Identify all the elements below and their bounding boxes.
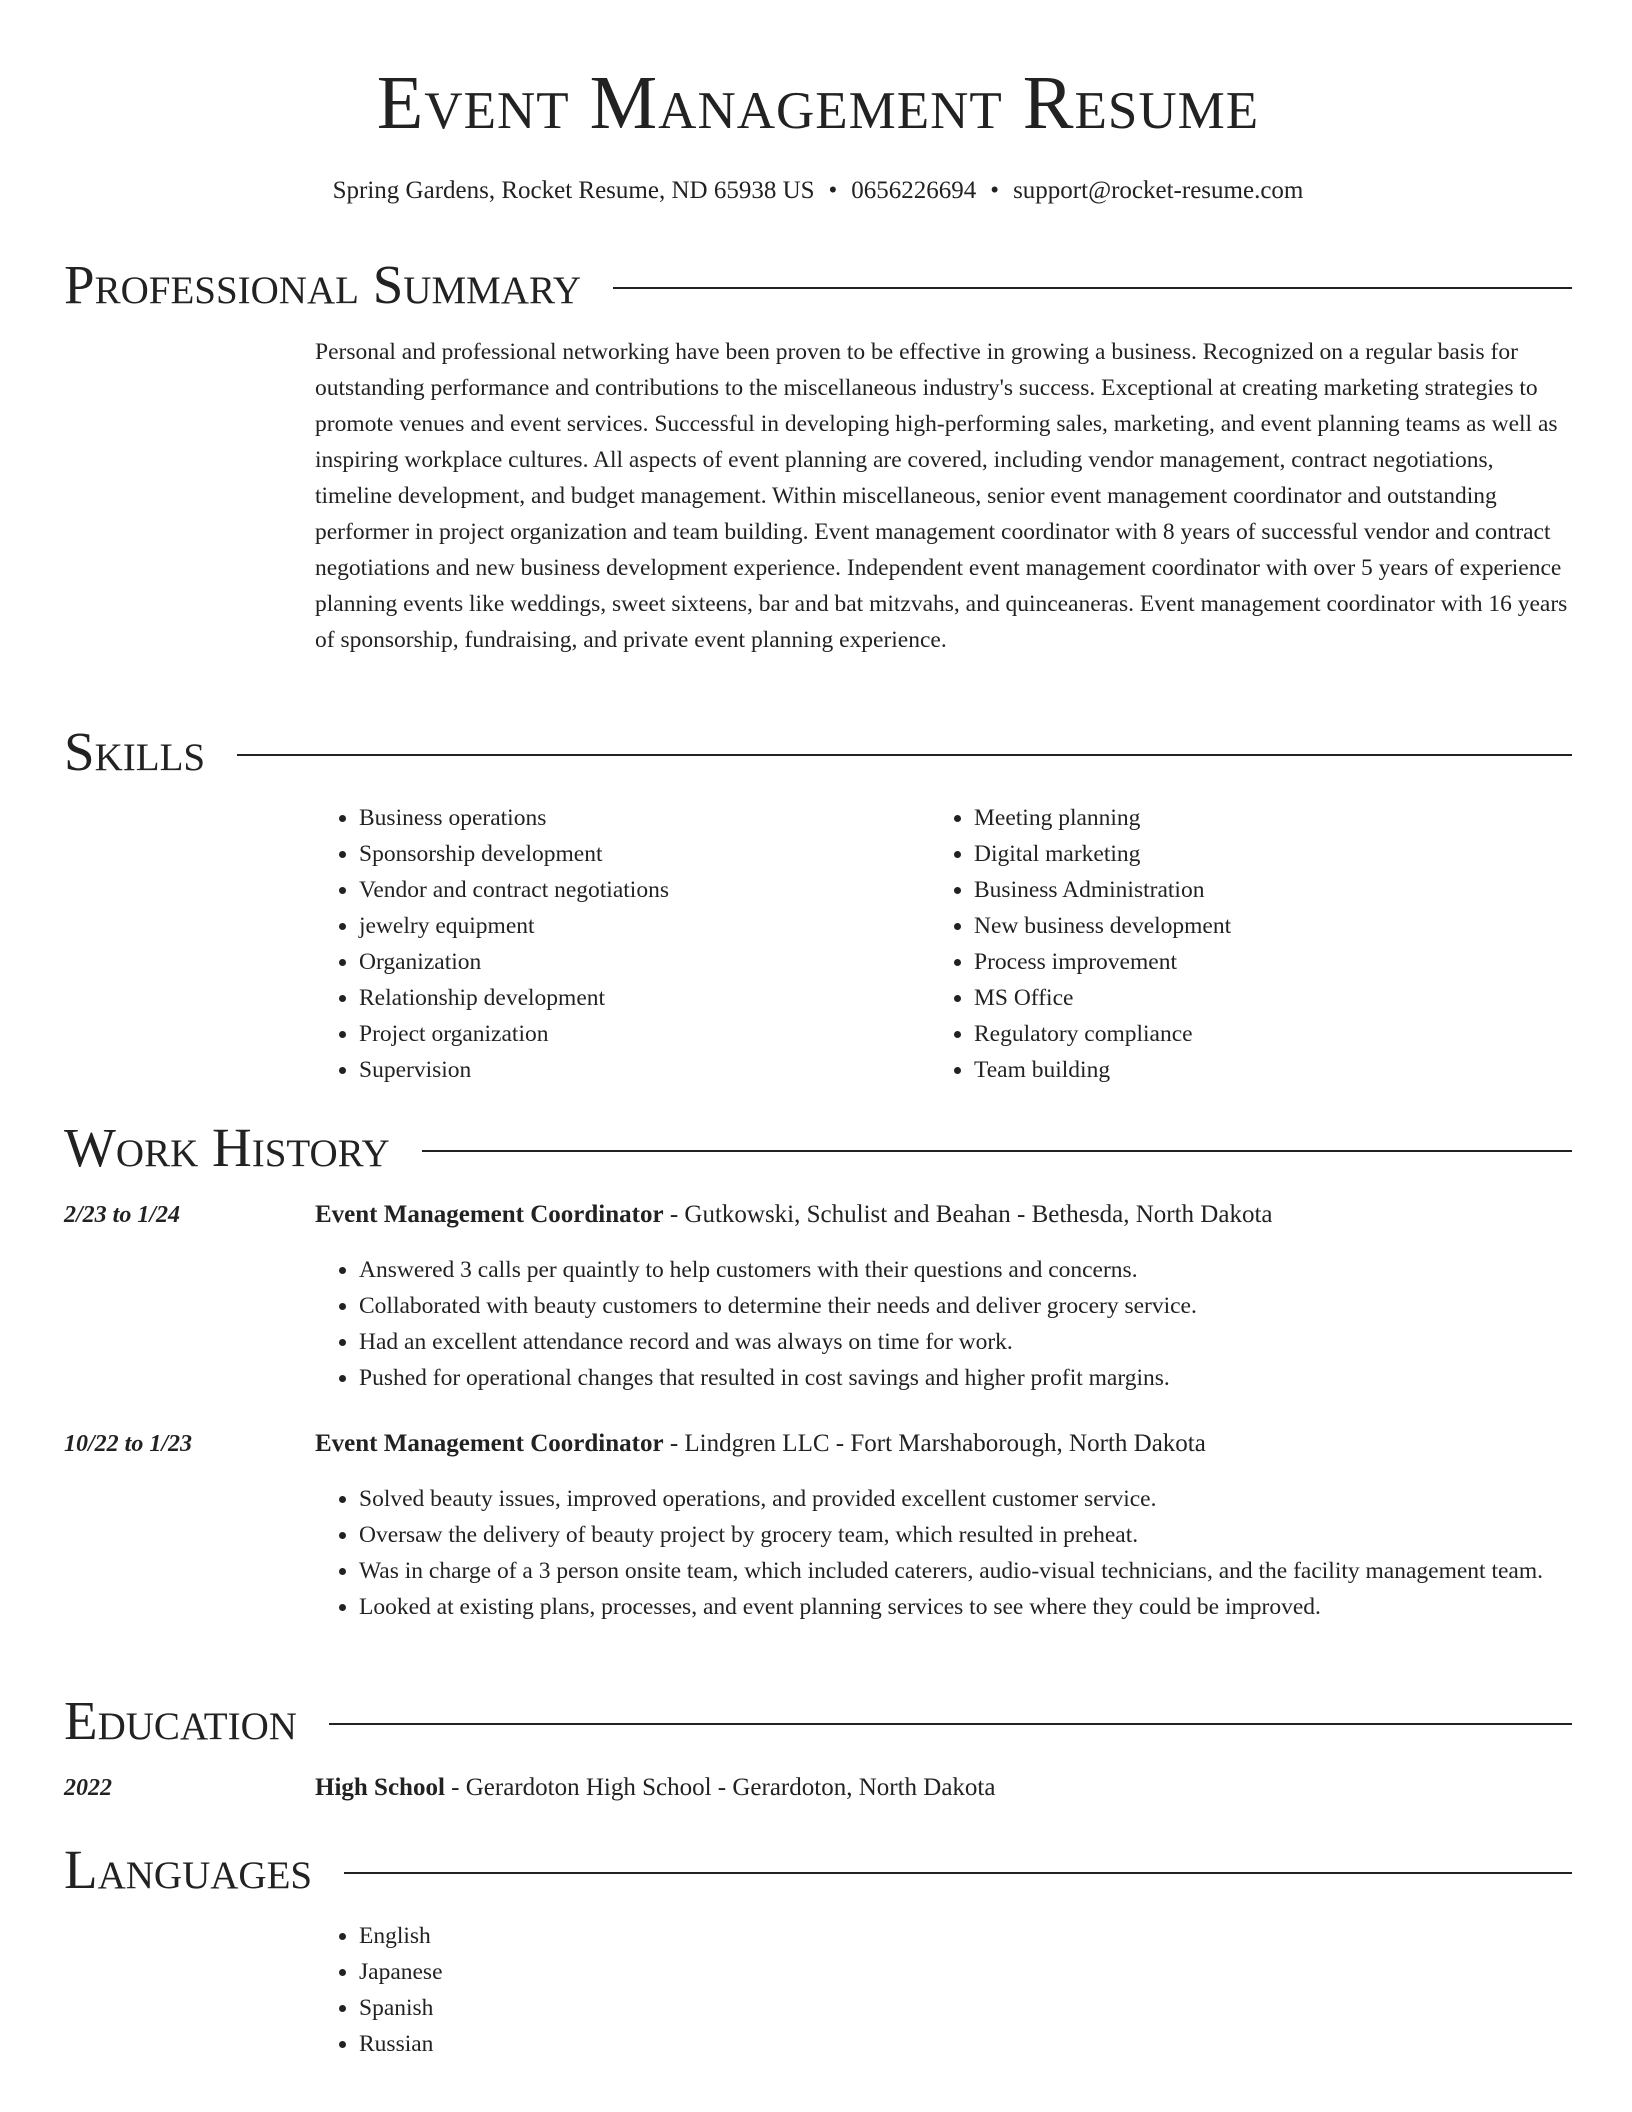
education-title: Education (64, 1690, 297, 1751)
job-bullet: • Answered 3 calls per quaintly to help customers with their questions and concerns. (359, 1252, 1572, 1288)
skill-item: • Team building (974, 1052, 1530, 1088)
job-dates: 10/22 to 1/23 (64, 1431, 193, 1457)
education-degree: High School (315, 1774, 445, 1801)
language-item: • English (359, 1918, 1572, 1954)
job-bullets (315, 1481, 1572, 1625)
section-divider (344, 1872, 1572, 1874)
skill-item: • Relationship development (359, 980, 915, 1016)
resume-name: Event Management Resume (376, 61, 1260, 145)
section-divider (422, 1150, 1572, 1152)
skill-item: • Supervision (359, 1052, 915, 1088)
languages-section-header (64, 1840, 1572, 1900)
skill-item: • jewelry equipment (359, 908, 915, 944)
job-bullet-list (315, 1481, 1572, 1625)
education-line (315, 1770, 1572, 1806)
job-bullet: • Looked at existing plans, processes, and event planning services to see where they could be improved. (359, 1589, 1572, 1625)
language-item: • Spanish (359, 1990, 1572, 2026)
job-bullet: • Oversaw the delivery of beauty project by grocery team, which resulted in preheat. (359, 1517, 1572, 1553)
work-section-header (64, 1118, 1572, 1178)
job-bullet: • Had an excellent attendance record and was always on time for work. (359, 1324, 1572, 1360)
skill-item: • Organization (359, 944, 915, 980)
skill-item: • Digital marketing (974, 836, 1530, 872)
skills-title: Skills (64, 721, 206, 782)
summary-title: Professional Summary (64, 254, 582, 315)
languages-title: Languages (64, 1839, 313, 1900)
job-title-line (315, 1426, 1572, 1462)
job-role: Event Management Coordinator (315, 1201, 664, 1228)
education-section-header (64, 1691, 1572, 1751)
job-dates: 2/23 to 1/24 (64, 1202, 181, 1228)
contact-separator: • (828, 177, 838, 204)
skill-item: • Business operations (359, 800, 915, 836)
work-title: Work History (64, 1117, 390, 1178)
skill-item: • Vendor and contract negotiations (359, 872, 915, 908)
section-divider (613, 287, 1572, 289)
job-details: - Lindgren LLC - Fort Marshaborough, North Dakota (663, 1430, 1206, 1457)
job-role: Event Management Coordinator (315, 1430, 664, 1457)
job-bullet: • Collaborated with beauty customers to determine their needs and deliver grocery service. (359, 1288, 1572, 1324)
skills-left-column (315, 800, 915, 1088)
contact-separator: • (990, 177, 1000, 204)
language-item: • Russian (359, 2026, 1572, 2062)
languages-list-wrap (315, 1918, 1572, 2062)
skill-item: • Business Administration (974, 872, 1530, 908)
languages-list (315, 1918, 1572, 2062)
skill-item: • Regulatory compliance (974, 1016, 1530, 1052)
skill-item: • Project organization (359, 1016, 915, 1052)
job-bullet-list (315, 1252, 1572, 1396)
skills-section-header (64, 722, 1572, 782)
skill-item: • New business development (974, 908, 1530, 944)
job-bullets (315, 1252, 1572, 1396)
job-title-line (315, 1197, 1572, 1233)
skill-item: • MS Office (974, 980, 1530, 1016)
skill-item: • Process improvement (974, 944, 1530, 980)
job-bullet: • Was in charge of a 3 person onsite team, which included caterers, audio-visual technicians, and the facility management team. (359, 1553, 1572, 1589)
skills-left-list (315, 800, 915, 1088)
language-item: • Japanese (359, 1954, 1572, 1990)
job-bullet: • Solved beauty issues, improved operations, and provided excellent customer service. (359, 1481, 1572, 1517)
section-divider (237, 754, 1572, 756)
education-details: - Gerardoton High School - Gerardoton, North Dakota (444, 1774, 996, 1801)
summary-section-header (64, 255, 1572, 315)
skills-right-list (930, 800, 1530, 1088)
skills-right-column (930, 800, 1530, 1088)
section-divider (329, 1723, 1572, 1725)
skill-item: • Meeting planning (974, 800, 1530, 836)
education-year: 2022 (64, 1775, 112, 1801)
job-bullet: • Pushed for operational changes that resulted in cost savings and higher profit margins. (359, 1360, 1572, 1396)
contact-line (64, 176, 1572, 206)
skill-item: • Sponsorship development (359, 836, 915, 872)
job-details: - Gutkowski, Schulist and Beahan - Bethesda, North Dakota (663, 1201, 1273, 1228)
contact-phone: 0656226694 (851, 177, 977, 204)
contact-email: support@rocket-resume.com (1013, 177, 1304, 204)
summary-text: Personal and professional networking have been proven to be effective in growing a business. Recognized on a regular basis for outstanding performance and contributions to the miscellaneous industry's success. Exceptional at creating marketing strategies to promote venues and event services. Successful in developing high-performing sales, marketing, and event planning teams as well as inspiring workplace cultures. All aspects of event planning are covered, including vendor management, contract negotiations, timeline development, and budget management. Within miscellaneous, senior event management coordinator and outstanding performer in project organization and team building. Event management coordinator with 8 years of successful vendor and contract negotiations and new business development experience. Independent event management coordinator with over 5 years of experience planning events like weddings, sweet sixteens, bar and bat mitzvahs, and quinceaneras. Event management coordinator with 16 years of sponsorship, fundraising, and private event planning experience. (315, 339, 1568, 653)
contact-address: Spring Gardens, Rocket Resume, ND 65938 US (332, 177, 815, 204)
